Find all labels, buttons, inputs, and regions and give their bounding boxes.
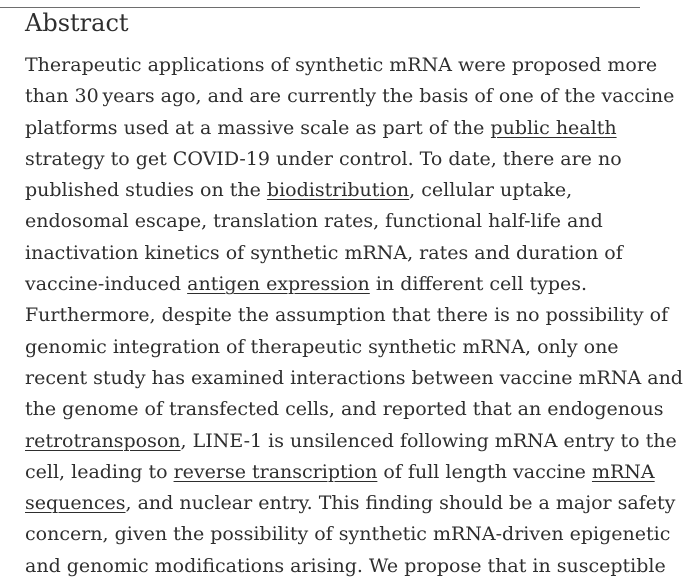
abstract-line: and genomic modifications arising. We propose that in susceptible xyxy=(25,554,666,577)
abstract-line: inactivation kinetics of synthetic mRNA, rates and duration of xyxy=(25,241,623,264)
link-retrotransposon[interactable]: retrotransposon xyxy=(25,429,181,452)
abstract-line: sequences, and nuclear entry. This finding should be a major safety xyxy=(25,492,676,515)
abstract-line: platforms used at a massive scale as part of the public health xyxy=(25,116,617,139)
abstract-line: vaccine-induced antigen expression in different cell types. xyxy=(25,273,588,296)
abstract-line: cell, leading to reverse transcription of full length vaccine mRNA xyxy=(25,460,655,483)
abstract-line: Furthermore, despite the assumption that there is no possibility of xyxy=(25,304,669,327)
abstract-line: the genome of transfected cells, and reported that an endogenous xyxy=(25,398,664,421)
link-biodistribution[interactable]: biodistribution xyxy=(266,179,410,202)
abstract-line: strategy to get COVID-19 under control. To date, there are no xyxy=(25,147,622,170)
abstract-body xyxy=(25,50,683,582)
abstract-line: published studies on the biodistribution, cellular uptake, xyxy=(25,179,573,202)
abstract-line: concern, given the possibility of synthetic mRNA-driven epigenetic xyxy=(25,523,671,546)
abstract-line: Therapeutic applications of synthetic mRNA were proposed more xyxy=(25,54,658,76)
abstract-line: endosomal escape, translation rates, functional half-life and xyxy=(25,210,603,233)
link-public-health[interactable]: public health xyxy=(490,116,617,139)
abstract-line: recent study has examined interactions between vaccine mRNA and xyxy=(25,366,683,389)
abstract-line: than 30 years ago, and are currently the basis of one of the vaccine xyxy=(25,85,675,108)
abstract-line: genomic integration of therapeutic synthetic mRNA, only one xyxy=(25,335,619,358)
abstract-heading: Abstract xyxy=(25,9,129,37)
abstract-line: retrotransposon, LINE-1 is unsilenced following mRNA entry to the xyxy=(25,429,677,452)
link-reverse-transcription[interactable]: reverse transcription xyxy=(173,460,378,483)
link-mrna-sequences-part2[interactable]: sequences xyxy=(25,492,126,515)
link-antigen-expression[interactable]: antigen expression xyxy=(187,273,370,296)
link-mrna-sequences-part1[interactable]: mRNA xyxy=(591,460,655,483)
